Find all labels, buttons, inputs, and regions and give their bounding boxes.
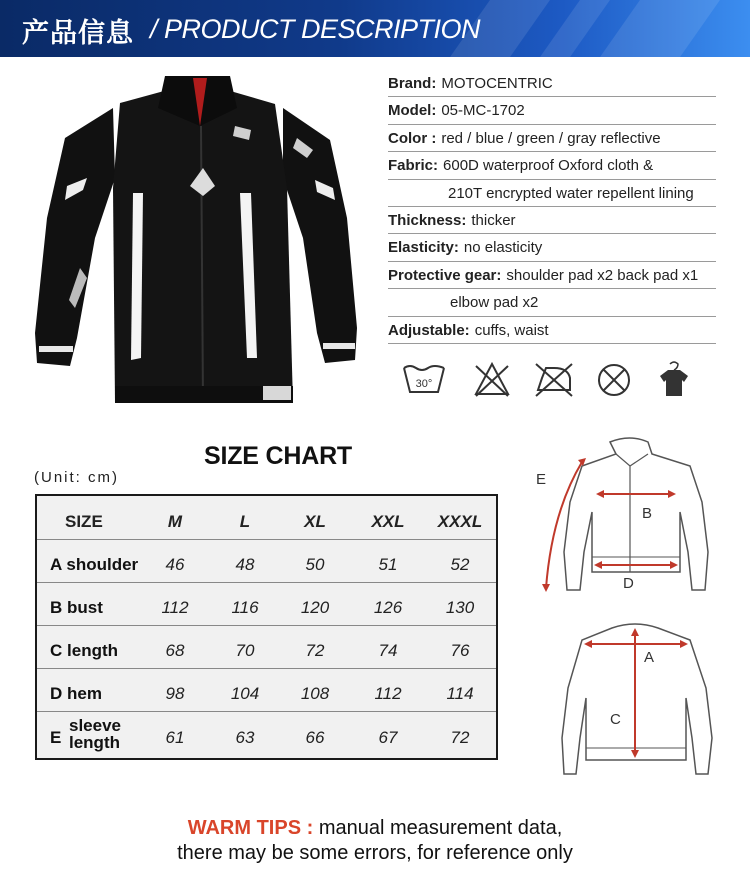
size-chart-title: SIZE CHART <box>204 442 353 470</box>
cell-value: 104 <box>230 684 260 703</box>
row-letter: C <box>50 641 63 660</box>
row-letter: D <box>50 684 63 703</box>
spec-brand: Brand: MOTOCENTRIC <box>388 70 716 97</box>
cell-value: 67 <box>378 728 398 747</box>
header-l: L <box>239 512 251 531</box>
header-m: M <box>167 512 183 531</box>
header-banner <box>0 0 750 57</box>
row-name-2: length <box>69 733 120 752</box>
unit-label: (Unit: cm) <box>34 469 119 486</box>
header-xl: XL <box>304 512 326 531</box>
spec-thickness: Thickness: thicker <box>388 207 716 234</box>
jacket-image <box>25 68 370 413</box>
spec-fabric: Fabric: 600D waterproof Oxford cloth & <box>388 152 716 179</box>
cell-value: 70 <box>235 641 255 660</box>
label-c: C <box>610 711 621 728</box>
row-name: length <box>67 641 119 660</box>
row-name: shoulder <box>66 555 139 574</box>
cell-value: 126 <box>373 598 403 617</box>
spec-fabric-cont: 210T encrypted water repellent lining <box>388 180 716 207</box>
cell-value: 114 <box>446 684 474 703</box>
spec-protective-gear: Protective gear: shoulder pad x2 back pad x1 <box>388 262 716 289</box>
front-measure-diagram <box>520 432 745 597</box>
table-row <box>37 669 496 712</box>
warm-tips-line1 <box>0 817 750 840</box>
cell-value: 130 <box>445 598 475 617</box>
cell-value: 50 <box>305 555 325 574</box>
title-cn: 产品信息 <box>22 18 134 49</box>
warm-tips-text-1: manual measurement data, <box>318 817 563 839</box>
title-en: / PRODUCT DESCRIPTION <box>150 14 481 44</box>
cell-value: 108 <box>300 684 330 703</box>
row-letter: B <box>50 598 63 617</box>
cell-value: 66 <box>305 728 325 747</box>
warm-tips-label: WARM TIPS : <box>187 817 314 839</box>
label-d: D <box>623 575 634 592</box>
spec-color: Color : red / blue / green / gray reflective <box>388 125 716 152</box>
cell-value: 74 <box>378 641 398 660</box>
header-xxl: XXL <box>371 512 405 531</box>
size-chart-table <box>35 494 498 760</box>
wash-30-icon <box>404 366 444 392</box>
hang-dry-icon <box>660 362 688 396</box>
cell-value: 72 <box>305 641 325 660</box>
spec-elasticity: Elasticity: no elasticity <box>388 234 716 261</box>
spec-adjustable: Adjustable: cuffs, waist <box>388 317 716 344</box>
label-b: B <box>642 505 653 522</box>
header-size: SIZE <box>65 512 103 531</box>
no-dry-clean-icon <box>599 365 629 395</box>
spec-model: Model: 05-MC-1702 <box>388 97 716 124</box>
row-name: bust <box>67 598 103 617</box>
cell-value: 76 <box>450 641 470 660</box>
spec-list <box>388 70 716 344</box>
spec-protective-gear-cont: elbow pad x2 <box>388 289 716 316</box>
cell-value: 52 <box>450 555 470 574</box>
label-a: A <box>644 649 655 666</box>
table-row <box>37 626 496 669</box>
row-letter: A <box>50 555 62 574</box>
cell-value: 72 <box>450 728 470 747</box>
cell-value: 63 <box>235 728 255 747</box>
back-measure-diagram <box>540 618 735 783</box>
cell-value: 46 <box>165 555 185 574</box>
header-xxxl: XXXL <box>437 512 483 531</box>
table-row <box>37 540 496 583</box>
cell-value: 112 <box>374 684 402 703</box>
care-icons <box>400 360 700 400</box>
cell-value: 120 <box>300 598 330 617</box>
no-bleach-icon <box>476 364 508 396</box>
no-iron-icon <box>536 364 572 396</box>
cell-value: 112 <box>161 598 189 617</box>
cell-value: 61 <box>165 728 185 747</box>
size-chart-header-row <box>37 496 496 540</box>
table-row <box>37 583 496 626</box>
warm-tips-line2: there may be some errors, for reference only <box>177 842 573 864</box>
cell-value: 68 <box>165 641 185 660</box>
label-e: E <box>536 471 547 488</box>
cell-value: 116 <box>231 598 259 617</box>
cell-value: 48 <box>235 555 255 574</box>
row-name: sleeve <box>69 716 121 735</box>
wash-temp-label: 30° <box>415 378 433 390</box>
table-row <box>37 712 496 758</box>
cell-value: 98 <box>165 684 185 703</box>
cell-value: 51 <box>378 555 398 574</box>
row-letter: E <box>50 728 62 747</box>
row-name: hem <box>67 684 102 703</box>
